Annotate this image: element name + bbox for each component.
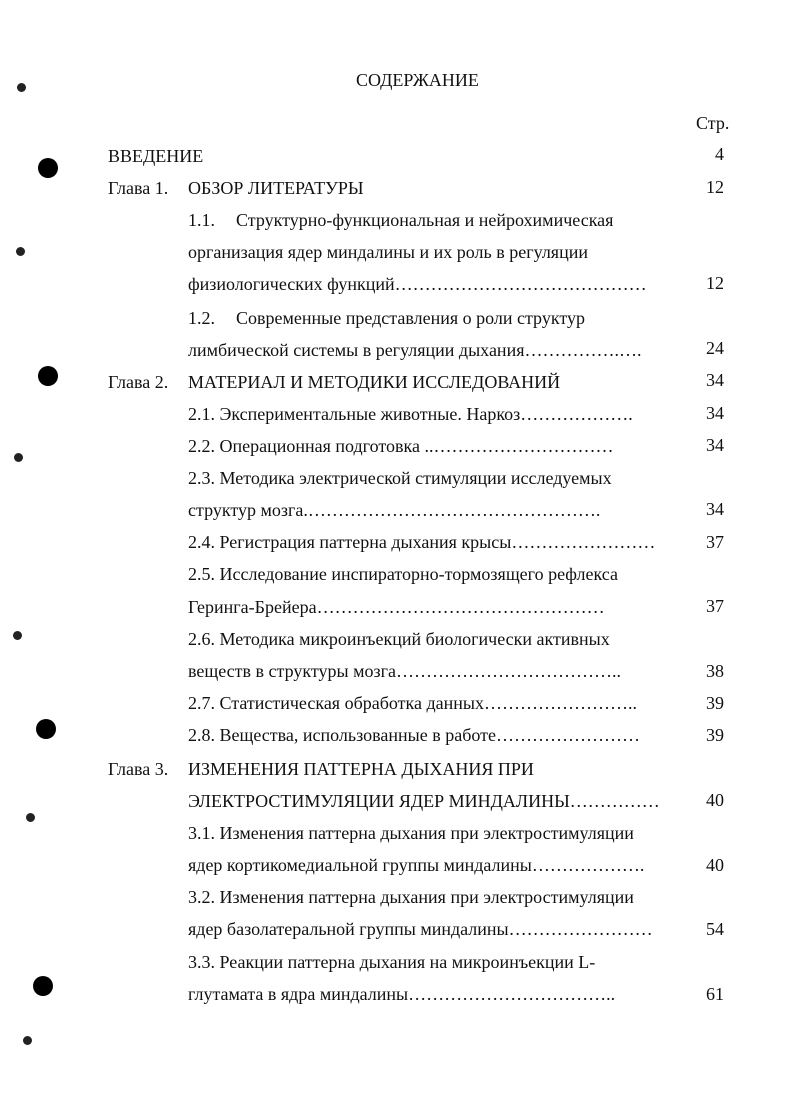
section-title: Геринга-Брейера…………………………………………	[188, 597, 605, 617]
toc-page-number: 40	[706, 855, 724, 875]
toc-page-number: 34	[706, 370, 724, 390]
section-title: физиологических функций……………………………………	[188, 274, 647, 294]
section-title: лимбической системы в регуляции дыхания…………….….	[188, 340, 642, 360]
punch-hole	[38, 158, 58, 178]
punch-hole	[38, 366, 58, 386]
page-column-header: Стр.	[696, 113, 730, 133]
toc-page-number: 37	[706, 596, 724, 616]
section-title: 2.1. Экспериментальные животные. Наркоз……………….	[188, 404, 633, 424]
toc-page-number: 39	[706, 725, 724, 745]
scan-mark	[13, 631, 22, 640]
scan-mark	[26, 813, 35, 822]
section-number: 1.2.	[188, 308, 215, 328]
toc-page-number: 24	[706, 338, 724, 358]
chapter-label: Глава 1.	[108, 178, 169, 198]
scan-mark	[23, 1036, 32, 1045]
page-title: СОДЕРЖАНИЕ	[356, 70, 479, 90]
toc-page-number: 34	[706, 435, 724, 455]
section-title: организация ядер миндалины и их роль в регуляции	[188, 242, 588, 262]
section-title: 2.5. Исследование инспираторно-тормозящего рефлекса	[188, 564, 618, 584]
scan-mark	[14, 453, 23, 462]
section-title: Структурно-функциональная и нейрохимическая	[236, 210, 614, 230]
toc-page-number: 12	[706, 273, 724, 293]
section-title: структур мозга.………………………………………….	[188, 500, 601, 520]
chapter-title: ЭЛЕКТРОСТИМУЛЯЦИИ ЯДЕР МИНДАЛИНЫ……………	[188, 791, 660, 811]
toc-page-number: 34	[706, 499, 724, 519]
section-title: 2.8. Вещества, использованные в работе……………………	[188, 725, 640, 745]
section-title: 3.3. Реакции паттерна дыхания на микроинъекции L-	[188, 952, 596, 972]
section-title: 3.1. Изменения паттерна дыхания при электростимуляции	[188, 823, 634, 843]
toc-page-number: 12	[706, 177, 724, 197]
section-title: 2.6. Методика микроинъекций биологически активных	[188, 629, 610, 649]
section-title: веществ в структуры мозга………………………………..	[188, 661, 621, 681]
toc-page-number: 39	[706, 693, 724, 713]
section-title: 3.2. Изменения паттерна дыхания при электростимуляции	[188, 887, 634, 907]
scan-mark	[16, 247, 25, 256]
section-title: 2.2. Операционная подготовка ..…………………………	[188, 436, 614, 456]
scan-mark	[17, 83, 26, 92]
toc-page-number: 61	[706, 984, 724, 1004]
toc-page-number: 37	[706, 532, 724, 552]
section-title: глутамата в ядра миндалины……………………………..	[188, 984, 616, 1004]
section-title: ядер базолатеральной группы миндалины……………………	[188, 919, 653, 939]
chapter-title: ОБЗОР ЛИТЕРАТУРЫ	[188, 178, 364, 198]
punch-hole	[36, 719, 56, 739]
section-title: Современные представления о роли структур	[236, 308, 585, 328]
section-title: 2.7. Статистическая обработка данных……………………..	[188, 693, 637, 713]
toc-intro: ВВЕДЕНИЕ	[108, 146, 204, 166]
section-title: ядер кортикомедиальной группы миндалины……………….	[188, 855, 645, 875]
section-title: 2.4. Регистрация паттерна дыхания крысы……………………	[188, 532, 656, 552]
section-title: 2.3. Методика электрической стимуляции исследуемых	[188, 468, 612, 488]
chapter-title: МАТЕРИАЛ И МЕТОДИКИ ИССЛЕДОВАНИЙ	[188, 372, 561, 392]
toc-page-number: 34	[706, 403, 724, 423]
chapter-title: ИЗМЕНЕНИЯ ПАТТЕРНА ДЫХАНИЯ ПРИ	[188, 759, 534, 779]
toc-page-number: 54	[706, 919, 724, 939]
punch-hole	[33, 976, 53, 996]
toc-page-number: 4	[715, 144, 724, 164]
chapter-label: Глава 3.	[108, 759, 169, 779]
section-number: 1.1.	[188, 210, 215, 230]
toc-page-number: 38	[706, 661, 724, 681]
chapter-label: Глава 2.	[108, 372, 169, 392]
toc-page-number: 40	[706, 790, 724, 810]
